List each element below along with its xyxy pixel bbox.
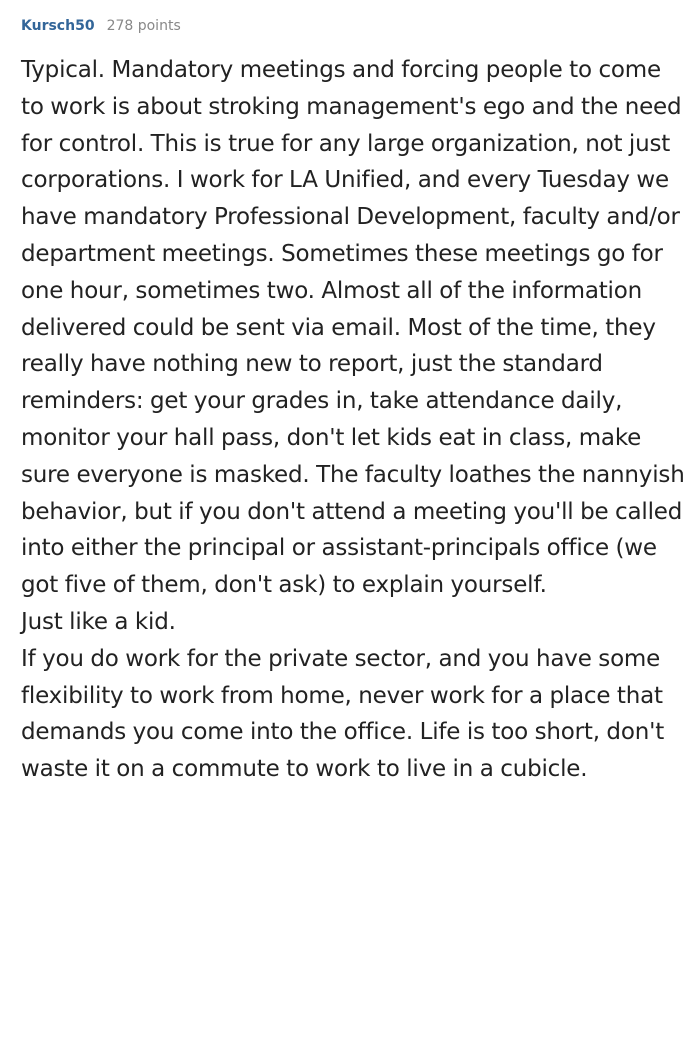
comment-paragraph: Typical. Mandatory meetings and forcing people to come to work is about stroking management's ego and the need for control. This is true for any large organization, not just corporations. I work for LA Unified, and every Tuesday we have mandatory Professional Development, faculty and/or department meetings. Sometimes these meetings go for one hour, sometimes two. Almost all of the information delivered could be sent via email. Most of the time, they really have nothing new to report, just the standard reminders: get your grades in, take attendance daily, monitor your hall pass, don't let kids eat in class, make sure everyone is masked. The faculty loathes the nannyish behavior, but if you don't attend a meeting you'll be called into either the principal or assistant-principals office (we got five of them, don't ask) to explain yourself.: [21, 57, 685, 599]
comment-body: [21, 52, 686, 788]
points-count: 278 points: [106, 18, 181, 34]
comment-paragraph: If you do work for the private sector, and you have some flexibility to work from home, never work for a place that demands you come into the office. Life is too short, don't waste it on a commute to work to live in a cubicle.: [21, 645, 665, 783]
comment-paragraph: Just like a kid.: [21, 608, 176, 635]
comment-header: [21, 18, 682, 40]
username-link[interactable]: Kursch50: [21, 18, 95, 34]
